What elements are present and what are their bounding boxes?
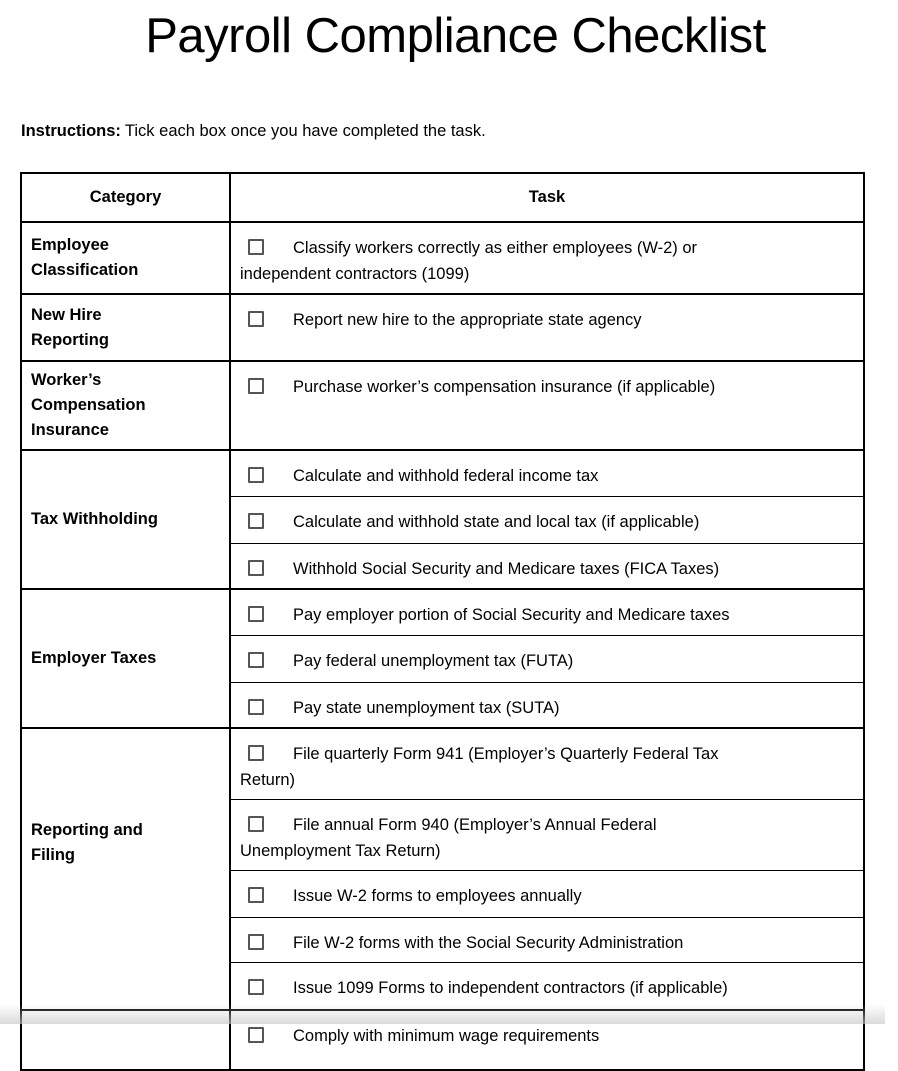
- task-cell: [230, 294, 864, 361]
- checkbox-icon[interactable]: [248, 513, 264, 529]
- task-text: File annual Form 940 (Employer’s Annual Federal: [293, 816, 657, 834]
- category-label-line: Employer Taxes: [31, 649, 157, 667]
- checklist-row: [21, 1010, 864, 1070]
- checkbox-icon[interactable]: [248, 652, 264, 668]
- task-cell: [230, 918, 864, 963]
- task-continuation-line: [240, 261, 855, 287]
- category-label-line: Insurance: [31, 421, 109, 439]
- task-text: Issue 1099 Forms to independent contractors (if applicable): [293, 979, 728, 997]
- category-label-line: New Hire: [31, 305, 102, 324]
- category-cell: [21, 450, 230, 589]
- task-text: Issue W-2 forms to employees annually: [293, 887, 582, 905]
- checklist-row: [21, 589, 864, 635]
- task-first-line: [240, 235, 855, 261]
- category-label-line: Filing: [31, 845, 75, 864]
- category-label: [31, 646, 223, 671]
- task-first-line: [240, 307, 855, 333]
- task-cell: [230, 800, 864, 871]
- task-cell: [230, 1010, 864, 1070]
- task-text: Calculate and withhold federal income tax: [293, 467, 599, 485]
- instructions: [21, 120, 486, 142]
- category-label: [31, 507, 223, 532]
- task-text: Pay employer portion of Social Security and Medicare taxes: [293, 606, 730, 624]
- category-label: [31, 233, 223, 283]
- checkbox-icon[interactable]: [248, 887, 264, 903]
- task-text: Calculate and withhold state and local tax (if applicable): [293, 512, 700, 531]
- category-cell: [21, 589, 230, 728]
- task-first-line: [240, 374, 855, 400]
- category-cell: [21, 728, 230, 1010]
- checkbox-icon[interactable]: [248, 979, 264, 995]
- task-first-line: [240, 975, 855, 1001]
- category-cell: [21, 1010, 230, 1070]
- task-cell: [230, 963, 864, 1010]
- task-text: Classify workers correctly as either employees (W-2) or: [293, 239, 698, 257]
- task-first-line: [240, 741, 855, 767]
- task-first-line: [240, 695, 855, 721]
- category-label-line: Reporting: [31, 330, 109, 349]
- task-text: File W-2 forms with the Social Security Administration: [293, 934, 684, 952]
- task-cell: [230, 682, 864, 728]
- task-first-line: [240, 648, 855, 674]
- checkbox-icon[interactable]: [248, 560, 264, 576]
- task-continuation-line: [240, 838, 855, 864]
- category-label-line: Tax Withholding: [31, 510, 158, 528]
- task-cell: [230, 361, 864, 450]
- task-cell: [230, 728, 864, 800]
- task-first-line: [240, 556, 855, 582]
- checklist-row: [21, 450, 864, 496]
- category-label: [31, 303, 223, 353]
- task-text: independent contractors (1099): [240, 265, 470, 283]
- checkbox-icon[interactable]: [248, 467, 264, 483]
- checklist-row: [21, 294, 864, 361]
- instructions-label: Instructions:: [21, 122, 121, 140]
- checkbox-icon[interactable]: [248, 816, 264, 832]
- task-text: Purchase worker’s compensation insurance (if applicable): [293, 378, 716, 396]
- category-label-line: Compensation: [31, 396, 146, 414]
- task-cell: [230, 871, 864, 918]
- task-first-line: [240, 509, 855, 535]
- task-cell: [230, 589, 864, 635]
- task-first-line: [240, 602, 855, 628]
- task-first-line: [240, 930, 855, 956]
- page-title: Payroll Compliance Checklist: [145, 9, 766, 63]
- instructions-text: Tick each box once you have completed the task.: [124, 122, 486, 140]
- category-column-header: Category: [21, 173, 230, 222]
- checklist-row: [21, 361, 864, 450]
- task-first-line: [240, 1023, 855, 1049]
- category-cell: [21, 361, 230, 450]
- checkbox-icon[interactable]: [248, 378, 264, 394]
- category-label-line: Worker’s: [31, 371, 102, 389]
- checkbox-icon[interactable]: [248, 745, 264, 761]
- task-cell: [230, 450, 864, 496]
- task-text: Return): [240, 771, 296, 789]
- checkbox-icon[interactable]: [248, 239, 264, 255]
- category-label-line: Reporting and: [31, 820, 143, 839]
- task-text: Pay federal unemployment tax (FUTA): [293, 651, 574, 670]
- task-continuation-line: [240, 767, 855, 793]
- header-row: [21, 173, 864, 222]
- task-first-line: [240, 463, 855, 489]
- task-cell: [230, 496, 864, 543]
- checklist-table: [20, 172, 865, 1071]
- task-cell: [230, 543, 864, 589]
- task-text: Pay state unemployment tax (SUTA): [293, 698, 560, 717]
- task-text: Comply with minimum wage requirements: [293, 1026, 600, 1045]
- checkbox-icon[interactable]: [248, 311, 264, 327]
- category-cell: [21, 294, 230, 361]
- task-text: Unemployment Tax Return): [240, 842, 441, 860]
- task-cell: [230, 635, 864, 682]
- category-cell: [21, 222, 230, 294]
- checkbox-icon[interactable]: [248, 699, 264, 715]
- category-label-line: Employee: [31, 236, 109, 254]
- category-label-line: Classification: [31, 261, 139, 279]
- task-text: File quarterly Form 941 (Employer’s Quarterly Federal Tax: [293, 745, 719, 763]
- checkbox-icon[interactable]: [248, 606, 264, 622]
- task-text: Report new hire to the appropriate state agency: [293, 311, 642, 329]
- checklist-row: [21, 728, 864, 800]
- task-first-line: [240, 883, 855, 909]
- task-text: Withhold Social Security and Medicare taxes (FICA Taxes): [293, 559, 720, 578]
- task-cell: [230, 222, 864, 294]
- task-first-line: [240, 812, 855, 838]
- checklist-row: [21, 222, 864, 294]
- checkbox-icon[interactable]: [248, 1027, 264, 1043]
- category-label: [31, 368, 223, 443]
- category-label: [31, 818, 223, 868]
- checkbox-icon[interactable]: [248, 934, 264, 950]
- task-column-header: Task: [230, 173, 864, 222]
